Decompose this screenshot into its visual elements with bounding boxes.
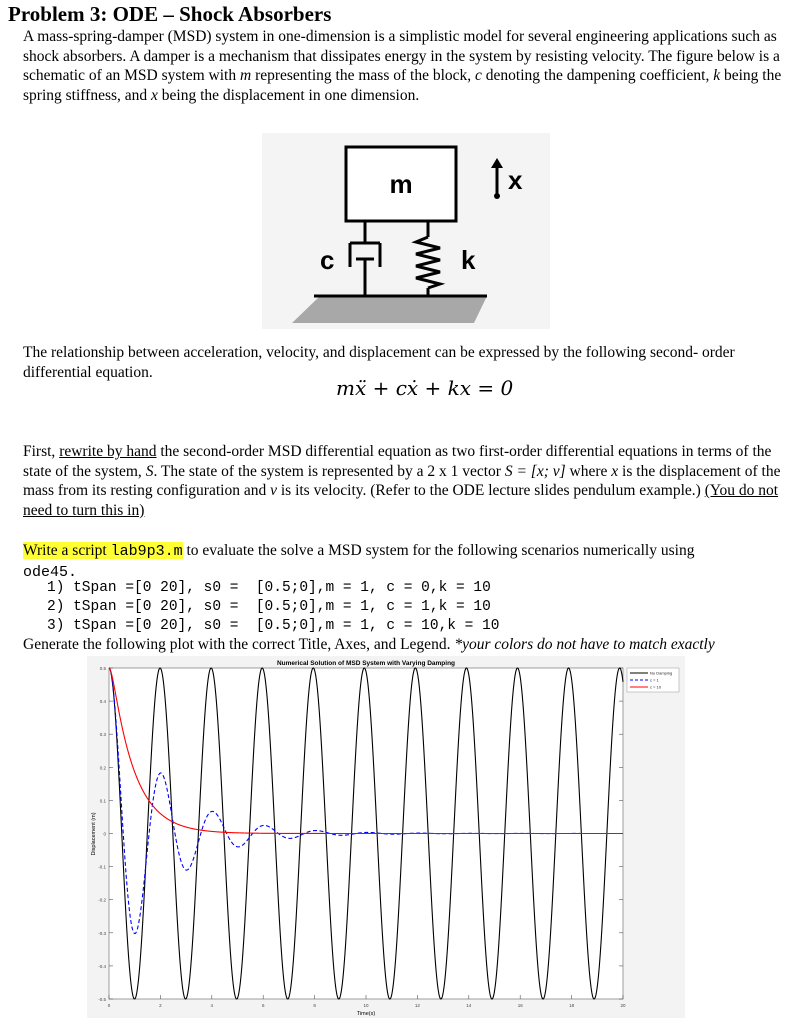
y-tick-label: 0.3 bbox=[99, 732, 106, 738]
legend-label: c = 10 bbox=[650, 684, 662, 690]
spring-label: k bbox=[461, 245, 476, 275]
scenario-1: 1) tSpan =[0 20], s0 = [0.5;0],m = 1, c = 0,k = 10 bbox=[47, 580, 491, 596]
y-tick-label: -0.2 bbox=[98, 897, 106, 903]
msd-schematic bbox=[262, 133, 550, 329]
problem-title: Problem 3: ODE – Shock Absorbers bbox=[8, 2, 332, 26]
y-tick-label: 0.1 bbox=[99, 798, 106, 804]
legend bbox=[627, 668, 679, 692]
x-tick-label: 14 bbox=[466, 1003, 472, 1008]
damper-label: c bbox=[320, 245, 335, 275]
x-tick-label: 20 bbox=[620, 1003, 626, 1008]
mass-label: m bbox=[389, 169, 413, 199]
legend-label: No Damping bbox=[650, 670, 673, 676]
x-tick-label: 4 bbox=[210, 1003, 214, 1008]
plot-title: Numerical Solution of MSD System with Varying Damping bbox=[276, 660, 456, 667]
generate-instruction: Generate the following plot with the correct Title, Axes, and Legend. *your colors do not have to match exactly bbox=[23, 636, 715, 653]
x-tick-label: 12 bbox=[414, 1003, 420, 1008]
scenario-3: 3) tSpan =[0 20], s0 = [0.5;0],m = 1, c = 10,k = 10 bbox=[47, 618, 500, 634]
x-tick-label: 6 bbox=[261, 1003, 265, 1008]
x-axis-label: Time(s) bbox=[356, 1011, 376, 1017]
rewrite-paragraph: First, rewrite by hand the second-order MSD differential equation as two first-order differential equations in terms of the state of the system, S. The state of the system is represented by a 2 x 1 vector S = [x; v] where x is the displacement of the mass from its resting configuration and v is its velocity. (Refer to the ODE lecture slides pendulum example.) (You do not need to turn this in) bbox=[23, 443, 781, 519]
x-tick-label: 16 bbox=[517, 1003, 523, 1008]
msd-equation: mẍ + cẋ + kx = 0 bbox=[336, 376, 514, 400]
x-tick-label: 0 bbox=[107, 1003, 111, 1008]
scenario-2: 2) tSpan =[0 20], s0 = [0.5;0],m = 1, c = 1,k = 10 bbox=[47, 599, 491, 615]
x-tick-label: 18 bbox=[569, 1003, 575, 1008]
script-instruction: Write a script lab9p3.m to evaluate the solve a MSD system for the following scenarios numerically using ode45. bbox=[23, 542, 695, 581]
intro-paragraph: A mass-spring-damper (MSD) system in one-dimension is a simplistic model for several engineering applications such as shock absorbers. A damper is a mechanism that dissipates energy in the system by resisting velocity. The figure below is a schematic of an MSD system with m representing the mass of the block, c denoting the dampening coefficient, k being the spring stiffness, and x being the displacement in one dimension. bbox=[23, 28, 782, 104]
displacement-label: x bbox=[508, 165, 523, 195]
x-tick-label: 10 bbox=[363, 1003, 369, 1008]
y-tick-label: 0.5 bbox=[99, 666, 106, 671]
y-tick-label: 0.2 bbox=[99, 765, 106, 771]
y-tick-label: -0.1 bbox=[98, 864, 106, 870]
legend-label: c = 1 bbox=[650, 677, 659, 683]
y-tick-label: -0.5 bbox=[98, 997, 106, 1002]
y-tick-label: 0 bbox=[103, 831, 106, 837]
x-tick-label: 2 bbox=[159, 1003, 162, 1008]
y-tick-label: -0.4 bbox=[98, 963, 106, 969]
y-axis-label: Displacement (m) bbox=[91, 812, 97, 856]
relationship-paragraph: The relationship between acceleration, velocity, and displacement can be expressed by the following second- order differential equation. bbox=[23, 344, 735, 381]
y-tick-label: -0.3 bbox=[98, 930, 106, 936]
msd-plot bbox=[87, 656, 685, 1018]
x-tick-label: 8 bbox=[313, 1003, 316, 1008]
y-tick-label: 0.4 bbox=[99, 699, 106, 705]
